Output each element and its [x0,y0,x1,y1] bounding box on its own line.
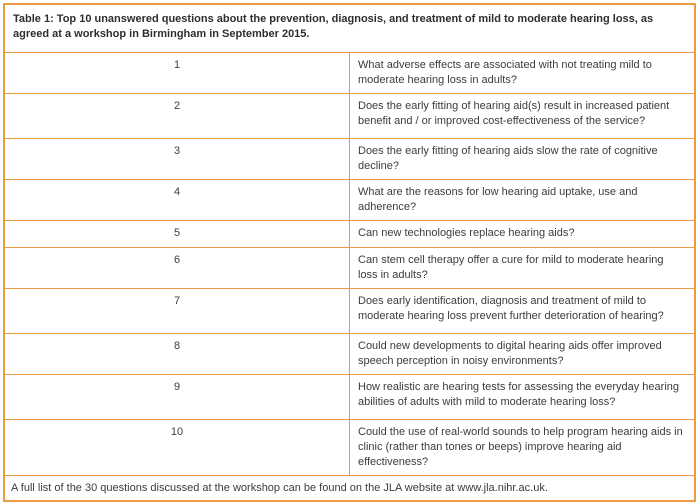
question-text: Does the early fitting of hearing aid(s) result in increased patient benefit and / or improved cost-effectiveness of the service? [350,93,696,138]
question-text: Does the early fitting of hearing aids slow the rate of cognitive decline? [350,138,696,179]
question-number: 10 [4,419,350,475]
question-row [4,93,695,138]
question-text: Can stem cell therapy offer a cure for mild to moderate hearing loss in adults? [350,247,696,288]
question-row [4,333,695,374]
question-text: What adverse effects are associated with not treating mild to moderate hearing loss in adults? [350,52,696,93]
table-title: Table 1: Top 10 unanswered questions about the prevention, diagnosis, and treatment of mild to moderate hearing loss, as agreed at a workshop in Birmingham in September 2015. [4,4,695,52]
top10-questions-table [3,3,696,502]
question-number: 7 [4,288,350,333]
question-text: Could the use of real-world sounds to help program hearing aids in clinic (rather than tones or beeps) improve hearing aid effectiveness? [350,419,696,475]
question-number: 1 [4,52,350,93]
question-text: What are the reasons for low hearing aid uptake, use and adherence? [350,179,696,220]
question-row [4,374,695,419]
question-text: How realistic are hearing tests for assessing the everyday hearing abilities of adults with mild to moderate hearing loss? [350,374,696,419]
question-text: Could new developments to digital hearing aids offer improved speech perception in noisy environments? [350,333,696,374]
question-row [4,138,695,179]
question-text: Can new technologies replace hearing aids? [350,220,696,247]
question-number: 4 [4,179,350,220]
question-text: Does early identification, diagnosis and treatment of mild to moderate hearing loss prevent further deterioration of hearing? [350,288,696,333]
question-number: 5 [4,220,350,247]
table-title-row [4,4,695,52]
question-row [4,288,695,333]
question-row [4,419,695,475]
question-number: 9 [4,374,350,419]
question-number: 8 [4,333,350,374]
question-row [4,220,695,247]
question-row [4,179,695,220]
footer-note: A full list of the 30 questions discussed at the workshop can be found on the JLA website at www.jla.nihr.ac.uk. [4,475,695,501]
question-row [4,52,695,93]
question-number: 2 [4,93,350,138]
table-footer-row [4,475,695,501]
question-row [4,247,695,288]
question-number: 6 [4,247,350,288]
question-number: 3 [4,138,350,179]
